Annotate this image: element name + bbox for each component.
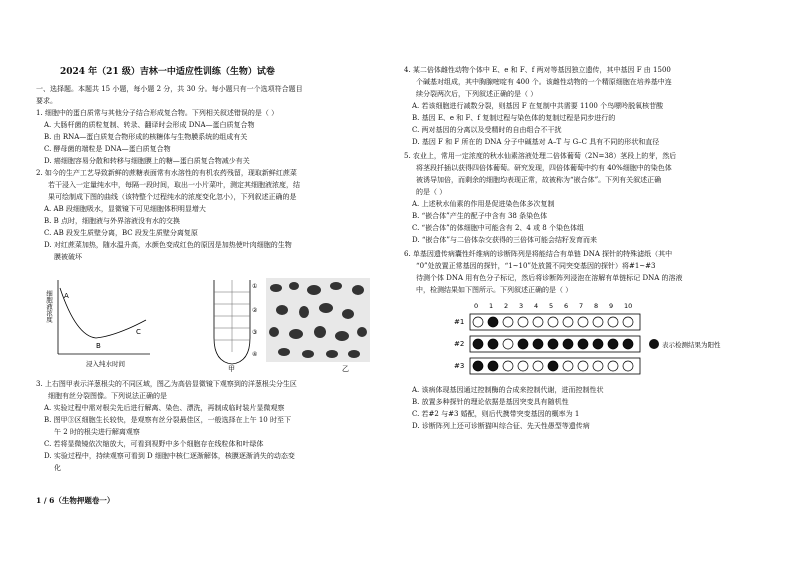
positive-spot xyxy=(593,339,603,349)
positive-spot xyxy=(473,361,483,371)
question-stem: 若干浸入一定量纯水中，每隔一段时间，取出一小片菜叶，测定其细胞液浓度，结 xyxy=(48,181,300,189)
array-header-label: 10 xyxy=(624,302,633,310)
diagnostic-array xyxy=(454,300,754,382)
negative-spot xyxy=(608,361,618,371)
option-b: B. 基因 E、e 和 F、f 复制过程与染色体的复制过程是同步进行的 xyxy=(412,114,616,122)
question-stem: 个碱基对组成，其中胸腺嘧啶有 400 个。该雌性动物的一个精原细胞在培养基中连 xyxy=(416,78,672,86)
question-stem: 被诱导加倍，而剩余的细胞均表现正常，故被称为“嵌合体”。下列有关叙述正确 xyxy=(416,176,662,184)
array-header-label: 5 xyxy=(549,302,554,310)
option-d: 化 xyxy=(54,464,61,472)
array-header-label: 2 xyxy=(504,302,509,310)
graph-point-c: C xyxy=(136,328,141,336)
array-header-label: 9 xyxy=(609,302,614,310)
option-d: D. 对红蔗菜加热，随水温升高，水颜色变成红色的原因是加热使叶肉细胞的生物 xyxy=(44,241,292,249)
negative-spot xyxy=(623,317,633,327)
positive-spot xyxy=(488,317,498,327)
question-stem: 将茎段扦插以获得四倍体葡萄。研究发现，四倍体葡萄中约有 40%细胞中的染色体 xyxy=(416,164,672,172)
option-b: B. B 点时，细胞液与外界溶液没有水的交换 xyxy=(44,217,180,225)
option-a: A. AB 段细胞吸水，显微镜下可见细胞体积明显增大 xyxy=(44,205,206,213)
option-d: 膜被破坏 xyxy=(54,253,82,261)
option-b: B. 放置多种探针的理论依据是基因突变具有随机性 xyxy=(412,398,569,406)
zone-4-label: ④ xyxy=(252,351,258,358)
zone-2-label: ② xyxy=(252,307,258,314)
question-stem: 1. 细胞中的蛋白质常与其他分子结合形成复合物。下列相关叙述错误的是（ ） xyxy=(36,109,279,117)
graph-point-b: B xyxy=(96,342,101,350)
positive-spot xyxy=(623,339,633,349)
mitosis-micrograph xyxy=(264,276,372,372)
option-a: A. 该病体现基因通过控制酶的合成来控制代谢，进而控制性状 xyxy=(412,386,604,394)
page-footer: 1 / 6（生物押题卷一） xyxy=(36,496,115,505)
array-row-label: #1 xyxy=(454,318,465,326)
option-b: B. 图甲③区细胞生长较快，是观察有丝分裂最佳区，一般选择在上午 10 时至下 xyxy=(44,416,291,424)
positive-spot xyxy=(608,339,618,349)
question-stem: 4. 某二倍体雌性动物个体中 E、e 和 F、f 两对等基因独立遗传，其中基因 F 由 1500 xyxy=(404,66,671,74)
negative-spot xyxy=(518,317,528,327)
figure-yi-label: 乙 xyxy=(342,365,349,373)
option-d: D. 基因 F 和 F 所在的 DNA 分子中碱基对 A–T 与 G–C 具有不同的形状和直径 xyxy=(412,138,660,146)
negative-spot xyxy=(593,317,603,327)
negative-spot xyxy=(563,317,573,327)
question-stem: 6. 单基因遗传病囊性纤维病的诊断阵列是将能结合有单链 DNA 探针的特殊滤纸（其中 xyxy=(404,250,673,258)
legend-spot xyxy=(649,339,659,349)
option-d: D. 诊断阵列上还可诊断猫叫综合征、先天性愚型等遗传病 xyxy=(412,422,590,430)
option-b: B. “嵌合体”产生的配子中含有 38 条染色体 xyxy=(412,212,548,220)
question-stem: 果可绘制成下图的曲线（该特整个过程纯水的浓度变化忽小），下列叙述正确的是 xyxy=(48,193,297,201)
option-c: C. 酵母菌的端粒是 DNA—蛋白质复合物 xyxy=(44,145,171,153)
array-row-label: #3 xyxy=(454,362,465,370)
array-row-label: #2 xyxy=(454,340,465,348)
positive-spot xyxy=(578,339,588,349)
option-a: A. 实验过程中需对根尖先后进行解离、染色、漂洗，再制成临时装片显微观察 xyxy=(44,404,285,412)
zone-1-label: ① xyxy=(252,283,258,290)
option-a: A. 上述秋水仙素的作用是促进染色体多次复制 xyxy=(412,200,555,208)
negative-spot xyxy=(503,339,513,349)
negative-spot xyxy=(503,361,513,371)
root-tip-diagram xyxy=(204,276,260,372)
negative-spot xyxy=(578,361,588,371)
option-a: A. 若该细胞进行减数分裂，则基因 F 在复制中共需要 1100 个鸟嘌呤脱氧核苷酸 xyxy=(412,102,664,110)
graph-point-a: A xyxy=(64,292,69,300)
option-c: C. 若将显微镜依次缩放大，可看到视野中多个细胞存在线粒体和叶绿体 xyxy=(44,440,264,448)
array-header-label: 0 xyxy=(474,302,479,310)
array-header-label: 6 xyxy=(564,302,569,310)
section-line: 一、选择题。本题共 15 小题，每小题 2 分，共 30 分。每小题只有一个选项符合题目 xyxy=(36,85,303,93)
concentration-graph xyxy=(46,276,154,372)
array-header-label: 8 xyxy=(594,302,599,310)
positive-spot xyxy=(533,339,543,349)
option-a: A. 大肠杆菌的质粒复制、转录、翻译时会形成 DNA—蛋白质复合物 xyxy=(44,121,255,129)
graph-xlabel: 浸入纯水时间 xyxy=(86,360,125,368)
option-c: C. 若#2 与#3 婚配，则后代携带突变基因的概率为 1 xyxy=(412,410,580,418)
negative-spot xyxy=(473,317,483,327)
negative-spot xyxy=(608,317,618,327)
positive-spot xyxy=(518,339,528,349)
section-line: 要求。 xyxy=(36,97,57,105)
negative-spot xyxy=(578,317,588,327)
negative-spot xyxy=(518,361,528,371)
page-title: 2024 年（21 级）吉林一中适应性训练（生物）试卷 xyxy=(60,67,275,77)
array-header-label: 7 xyxy=(579,302,584,310)
array-header-label: 3 xyxy=(519,302,524,310)
question-stem: 细胞有丝分裂图像。下列说法正确的是 xyxy=(48,392,167,400)
question-stem: 5. 农业上，常用一定浓度的秋水仙素溶液处理二倍体葡萄（2N=38）茎段上的芽，然后 xyxy=(404,152,677,160)
negative-spot xyxy=(533,361,543,371)
legend-text: 表示检测结果为阳性 xyxy=(662,341,721,349)
figure-jia-label: 甲 xyxy=(228,365,235,373)
option-d: D. 实验过程中，持续观察可看到 D 细胞中核仁逐渐解体，核膜逐渐消失的动态变 xyxy=(44,452,295,460)
option-d: D. “嵌合体”与二倍体杂交获得的三倍体可能会结籽发育而来 xyxy=(412,236,597,244)
question-stem: 的是（ ） xyxy=(416,188,447,196)
question-stem: “0”处放置正常基因的探针，“1~10”处放置不同突变基因的探针）将#1~#3 xyxy=(416,262,656,270)
negative-spot xyxy=(533,317,543,327)
question-stem: 待测个体 DNA 用有色分子标记，然后将诊断阵列浸泡在溶解有单链标记 DNA 的溶液 xyxy=(416,274,683,282)
option-c: C. AB 段发生质壁分离，BC 段发生质壁分离复原 xyxy=(44,229,198,237)
option-c: C. “嵌合体”的体细胞中可能含有 2、4 或 8 个染色体组 xyxy=(412,224,584,232)
positive-spot xyxy=(488,361,498,371)
question-stem: 3. 上右图甲表示洋葱根尖的不同区域，图乙为高倍显微镜下观察到的洋葱根尖分生区 xyxy=(36,380,297,388)
array-header-label: 4 xyxy=(534,302,539,310)
question-stem: 续分裂两次后，下列叙述正确的是（ ） xyxy=(416,90,538,98)
question-stem: 2. 如今的生产工艺导致新鲜的蔗糖表面常有水溶性的有机农药残留，现取新鲜红蔗菜 xyxy=(36,169,297,177)
negative-spot xyxy=(563,361,573,371)
array-header-label: 1 xyxy=(489,302,494,310)
negative-spot xyxy=(623,361,633,371)
positive-spot xyxy=(563,339,573,349)
option-c: C. 两对基因的分离以及受精时的自由组合不干扰 xyxy=(412,126,562,134)
option-b: 午 2 时的根尖进行解离观察 xyxy=(54,428,140,436)
negative-spot xyxy=(503,317,513,327)
zone-3-label: ③ xyxy=(252,329,258,336)
positive-spot xyxy=(488,339,498,349)
positive-spot xyxy=(548,361,558,371)
positive-spot xyxy=(473,339,483,349)
negative-spot xyxy=(548,317,558,327)
question-stem: 中，检测结果如下图所示。下列叙述正确的是（ ） xyxy=(416,286,573,294)
option-d: D. 癌细胞容易分散和转移与细胞膜上的糖—蛋白质复合物减少有关 xyxy=(44,157,250,165)
graph-ylabel: 细胞液浓度 xyxy=(45,290,53,323)
negative-spot xyxy=(593,361,603,371)
positive-spot xyxy=(548,339,558,349)
option-b: B. 由 RNA—蛋白质复合物形成的核糖体与生物膜系统的组成有关 xyxy=(44,133,248,141)
